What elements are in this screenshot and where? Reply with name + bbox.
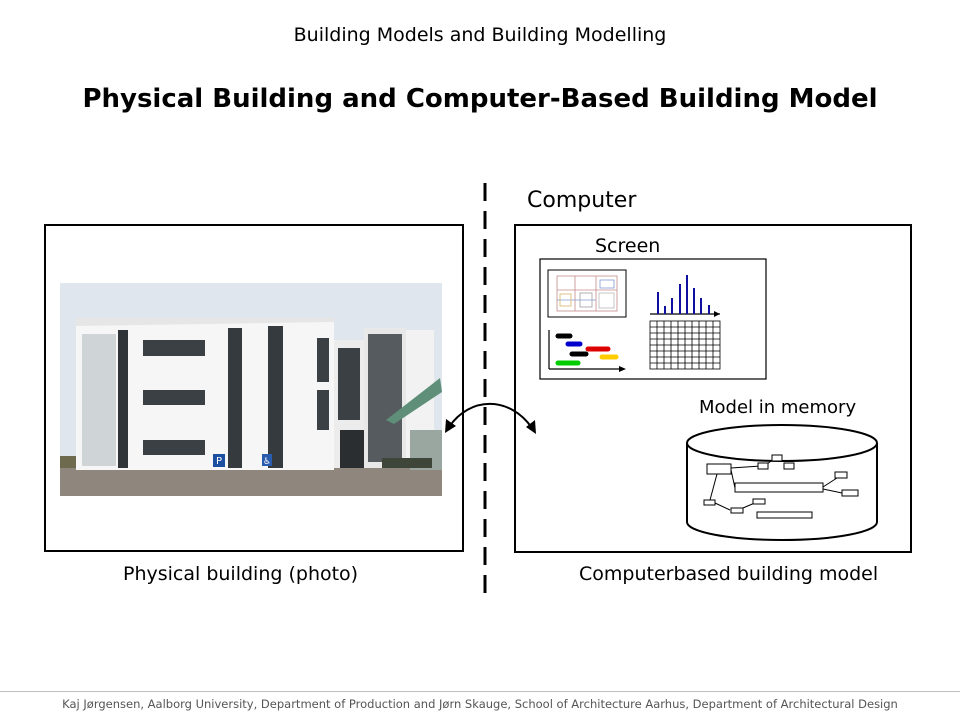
slide-supertitle: Building Models and Building Modelling <box>293 24 667 46</box>
screen-label: Screen <box>595 235 661 257</box>
parking-sign-icon: P <box>215 456 223 467</box>
physical-building-caption: Physical building (photo) <box>123 563 359 585</box>
computer-label: Computer <box>527 188 637 213</box>
memory-label: Model in memory <box>699 397 857 418</box>
footer-credit: Kaj Jørgensen, Aalborg University, Department of Production and Jørn Skauge, School of Architecture Aarhus, Department of Architectural Design <box>62 697 898 711</box>
building-photo <box>60 283 442 496</box>
footer-divider <box>0 691 960 692</box>
slide-title: Physical Building and Computer-Based Building Model <box>82 84 878 114</box>
computer-model-caption: Computerbased building model <box>579 563 879 585</box>
accessible-sign-icon: ♿ <box>262 457 272 467</box>
